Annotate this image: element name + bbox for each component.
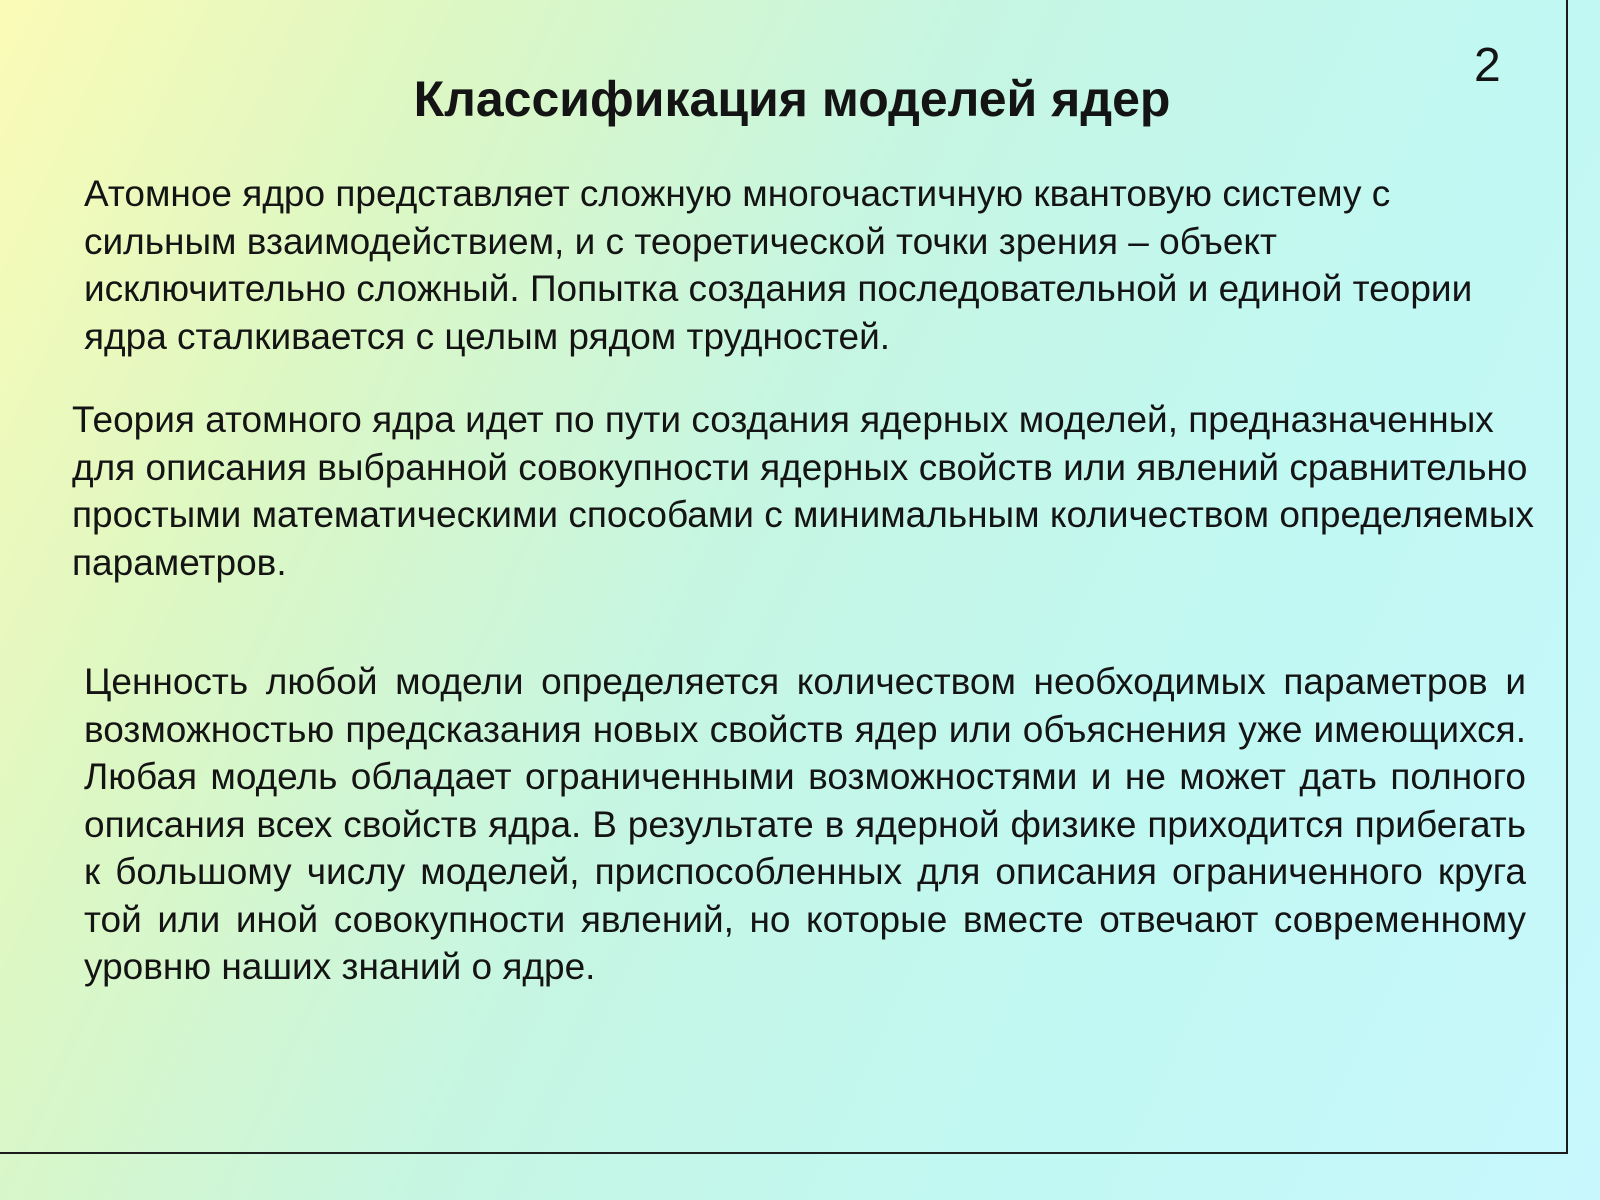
paragraph-intro: Атомное ядро представляет сложную многочастичную квантовую систему с сильным взаимодействием, и с теоретической точки зрения – объект исключительно сложный. Попытка создания последовательной и единой теории ядра сталкивается с целым рядом трудностей. xyxy=(84,173,1473,357)
paragraph-value: Ценность любой модели определяется количеством необходимых параметров и возможностью предсказания новых свойств ядер или объяснения уже имеющихся. Любая модель обладает ограниченными возможностями и не может дать полного описания всех свойств ядра. В результате в ядерной физике приходится прибегать к большому числу моделей, приспособленных для описания ограниченного круга той или иной совокупности явлений, но которые вместе отвечают современному уровню наших знаний о ядре. xyxy=(84,661,1526,987)
slide-title: Классификация моделей ядер xyxy=(413,71,1171,127)
paragraph-theory: Теория атомного ядра идет по пути создания ядерных моделей, предназначенных для описания выбранной совокупности ядерных свойств или явлений сравнительно простыми математическими способами с минимальным количеством определяемых параметров. xyxy=(72,399,1534,583)
page-number: 2 xyxy=(1474,39,1501,92)
